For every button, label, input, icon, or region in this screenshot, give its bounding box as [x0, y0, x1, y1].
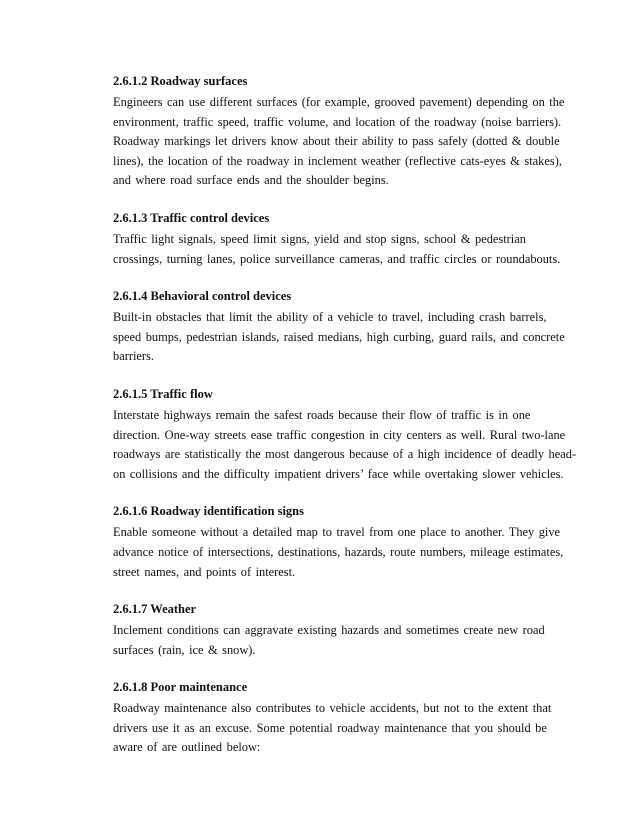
- section-heading: 2.6.1.3 Traffic control devices: [113, 210, 270, 225]
- section-heading: 2.6.1.8 Poor maintenance: [113, 680, 248, 695]
- body-line: Roadway maintenance also contributes to vehicle accidents, but not to the extent that: [113, 701, 552, 716]
- body-line: surfaces (rain, ice & snow).: [113, 642, 256, 657]
- body-line: Inclement conditions can aggravate existing hazards and sometimes create new road: [113, 623, 545, 638]
- section-weather: [113, 600, 573, 660]
- section-body: [113, 699, 573, 758]
- body-line: advance notice of intersections, destinations, hazards, route numbers, mileage estimates,: [113, 544, 564, 559]
- body-line: Roadway markings let drivers know about their ability to pass safely (dotted & double: [113, 134, 560, 149]
- body-line: environment, traffic speed, traffic volume, and location of the roadway (noise barriers).: [113, 114, 562, 129]
- body-line: aware of are outlined below:: [113, 740, 261, 755]
- body-line: speed bumps, pedestrian islands, raised medians, high curbing, guard rails, and concrete: [113, 329, 565, 344]
- section-roadway-surfaces: [113, 72, 573, 191]
- body-line: Traffic light signals, speed limit signs, yield and stop signs, school & pedestrian: [113, 231, 526, 246]
- body-line: direction. One-way streets ease traffic congestion in city centers as well. Rural two-lane: [113, 427, 566, 442]
- section-body: [113, 406, 577, 484]
- body-line: on collisions and the difficulty impatient drivers’ face while overtaking slower vehicles.: [113, 466, 564, 481]
- section-behavioral-control-devices: [113, 287, 573, 367]
- body-line: barriers.: [113, 349, 154, 364]
- section-heading: 2.6.1.5 Traffic flow: [113, 386, 213, 401]
- section-heading: 2.6.1.7 Weather: [113, 602, 197, 617]
- body-line: and where road surface ends and the shoulder begins.: [113, 173, 389, 188]
- body-line: drivers use it as an excuse. Some potential roadway maintenance that you should be: [113, 720, 547, 735]
- body-line: lines), the location of the roadway in inclement weather (reflective cats-eyes & stakes),: [113, 153, 562, 168]
- section-heading: 2.6.1.6 Roadway identification signs: [113, 504, 304, 519]
- section-body: [113, 308, 573, 367]
- section-traffic-control-devices: [113, 209, 573, 269]
- body-line: Enable someone without a detailed map to travel from one place to another. They give: [113, 525, 561, 540]
- body-line: crossings, turning lanes, police surveillance cameras, and traffic circles or roundabouts.: [113, 251, 561, 266]
- section-body: [113, 621, 573, 660]
- section-heading: 2.6.1.2 Roadway surfaces: [113, 74, 248, 88]
- body-line: Interstate highways remain the safest roads because their flow of traffic is in one: [113, 407, 531, 422]
- body-line: street names, and points of interest.: [113, 564, 296, 579]
- section-heading: 2.6.1.4 Behavioral control devices: [113, 289, 292, 304]
- section-body: [113, 230, 573, 269]
- document-page: [113, 72, 577, 758]
- section-poor-maintenance: [113, 678, 573, 758]
- section-roadway-identification-signs: [113, 502, 573, 582]
- body-line: Engineers can use different surfaces (for example, grooved pavement) depending on the: [113, 95, 565, 109]
- body-line: Built-in obstacles that limit the ability of a vehicle to travel, including crash barrels,: [113, 310, 547, 325]
- section-body: [113, 93, 573, 191]
- section-traffic-flow: [113, 385, 577, 484]
- body-line: roadways are statistically the most dangerous because of a high incidence of deadly head-: [113, 447, 577, 462]
- section-body: [113, 523, 573, 582]
